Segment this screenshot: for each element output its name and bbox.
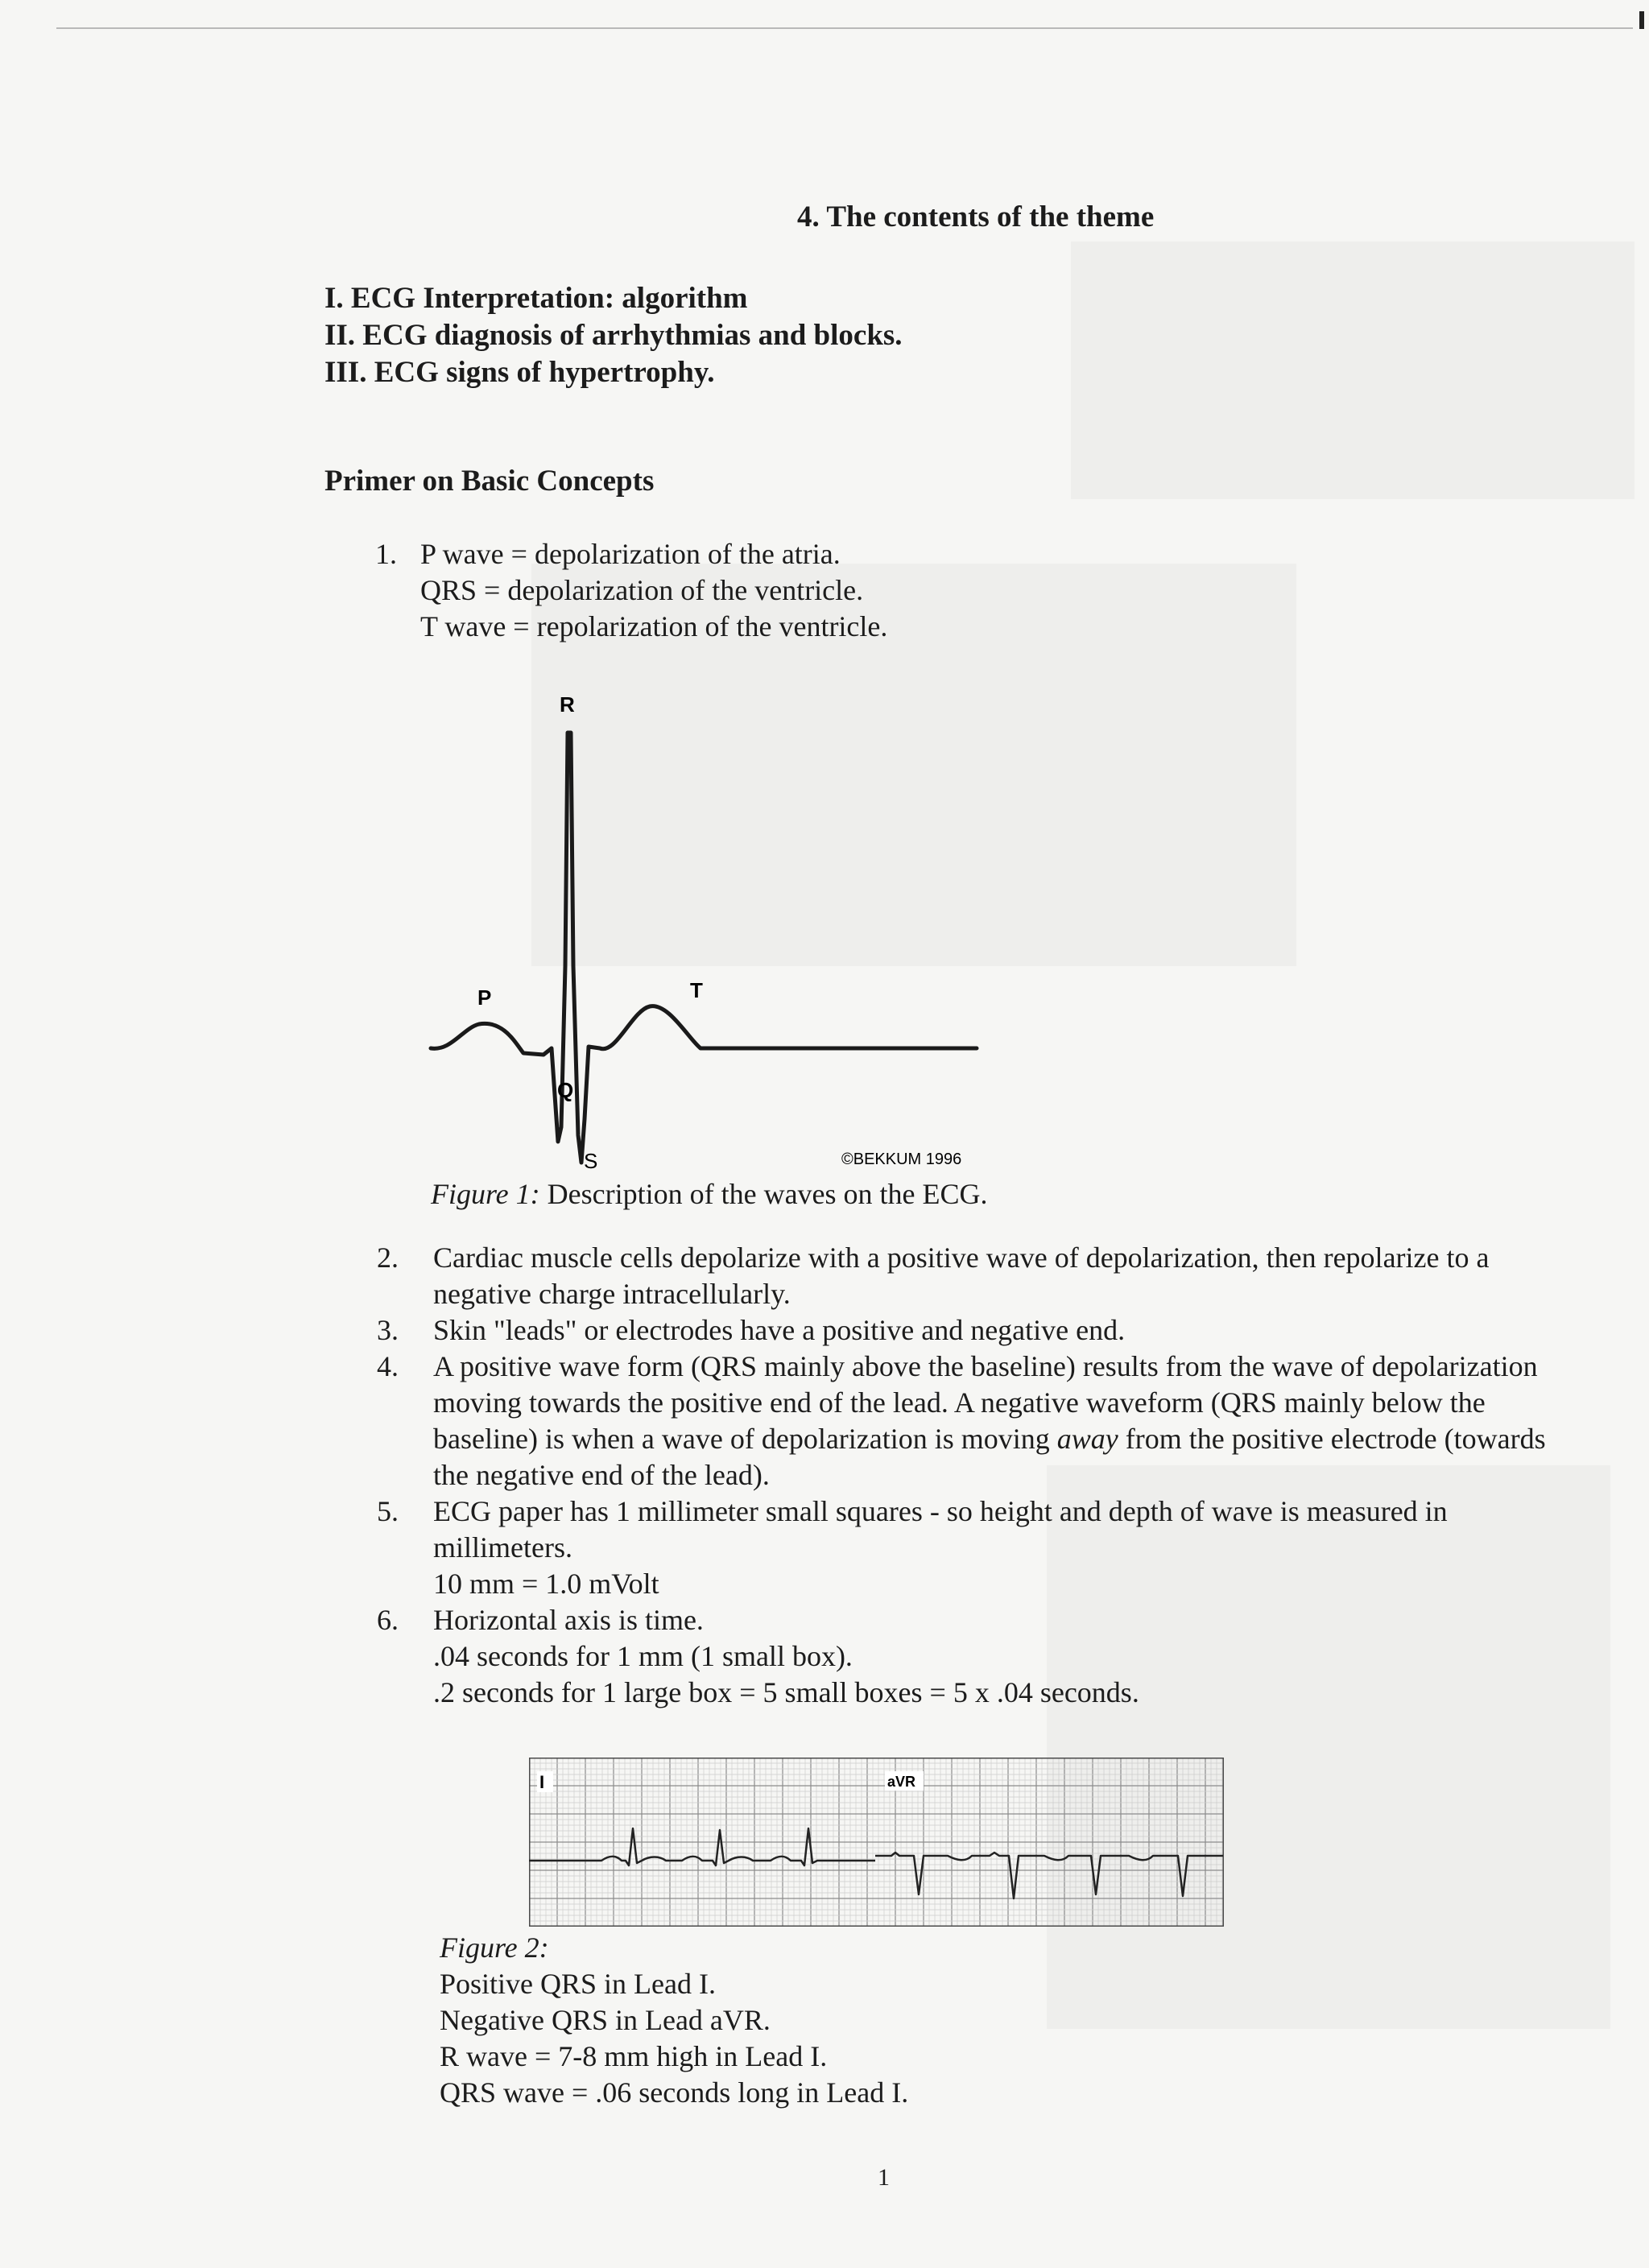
figure1-caption-label: Figure 1: — [431, 1178, 540, 1210]
page-number: 1 — [878, 2164, 890, 2191]
figure2-caption-title: Figure 2: — [440, 1931, 549, 1964]
list-item — [377, 1349, 1568, 1493]
list-item — [377, 1493, 1568, 1602]
item-text: Skin "leads" or electrodes have a positive and negative end. — [433, 1314, 1126, 1346]
item-number: 3. — [377, 1314, 399, 1346]
label-t: T — [690, 978, 703, 1002]
concept-list — [377, 1240, 1568, 1711]
theme-outline — [324, 280, 903, 391]
item-text: ECG paper has 1 millimeter small squares - so height and depth of wave is measured in millimeters. — [433, 1495, 1448, 1564]
item-text: A positive wave form (QRS mainly above the baseline) results from the wave of depolarization moving towards the positive end of the lead. A negative waveform (QRS mainly below the baseline) is when a wave of depolarization is moving — [433, 1350, 1538, 1455]
item-text: Cardiac muscle cells depolarize with a positive wave of depolarization, then repolarize to a negative charge intracellularly. — [433, 1241, 1490, 1310]
item-subline: 10 mm = 1.0 mVolt — [433, 1568, 659, 1600]
item-text: from the positive electrode (towards the negative end of the lead). — [433, 1423, 1546, 1491]
lead-label-i: I — [539, 1772, 545, 1792]
item-line: T wave = repolarization of the ventricle. — [420, 610, 888, 642]
caption-line: QRS wave = .06 seconds long in Lead I. — [440, 2076, 909, 2109]
ecg-strip-figure — [529, 1758, 1224, 1927]
list-item-1 — [375, 536, 887, 645]
item-number: 6. — [377, 1604, 399, 1636]
item-subline: .04 seconds for 1 mm (1 small box). — [433, 1640, 853, 1672]
label-s: S — [584, 1149, 598, 1173]
item-number: 4. — [377, 1350, 399, 1382]
ecg-trace — [431, 733, 977, 1163]
bleed-through-shadow — [1071, 242, 1635, 499]
item-line: QRS = depolarization of the ventricle. — [420, 574, 864, 606]
outline-item: II. ECG diagnosis of arrhythmias and blocks. — [324, 319, 903, 352]
item-line: P wave = depolarization of the atria. — [420, 538, 841, 570]
list-item — [377, 1240, 1568, 1312]
list-item — [377, 1602, 1568, 1711]
copyright-notice: ©BEKKUM 1996 — [841, 1151, 962, 1168]
lead-i-trace — [529, 1828, 875, 1865]
label-p: P — [477, 985, 492, 1010]
outline-item: I. ECG Interpretation: algorithm — [324, 282, 748, 315]
figure2-caption — [440, 1930, 908, 2111]
theme-heading: 4. The contents of the theme — [797, 200, 1155, 233]
item-number: 5. — [377, 1495, 399, 1527]
item-number: 2. — [377, 1241, 399, 1274]
outline-item: III. ECG signs of hypertrophy. — [324, 356, 715, 389]
label-q: Q — [557, 1078, 574, 1102]
ecg-waveform-figure — [423, 676, 986, 1175]
item-text: Horizontal axis is time. — [433, 1604, 704, 1636]
figure1-caption-text: Description of the waves on the ECG. — [539, 1178, 988, 1210]
item-emphasis: away — [1056, 1423, 1118, 1455]
caption-line: R wave = 7-8 mm high in Lead I. — [440, 2040, 828, 2072]
list-item — [377, 1312, 1568, 1349]
figure1-caption — [431, 1177, 988, 1211]
label-r: R — [560, 692, 575, 717]
caption-line: Negative QRS in Lead aVR. — [440, 2004, 771, 2036]
item-subline: .2 seconds for 1 large box = 5 small boxes = 5 x .04 seconds. — [433, 1676, 1139, 1708]
page-top-border — [56, 27, 1633, 29]
scan-corner-mark — [1639, 11, 1644, 29]
caption-line: Positive QRS in Lead I. — [440, 1968, 716, 2000]
section-heading: Primer on Basic Concepts — [324, 465, 655, 498]
ecg-grid — [529, 1758, 1224, 1927]
lead-avr-trace — [875, 1853, 1223, 1898]
item-number: 1. — [375, 538, 397, 570]
lead-label-avr: aVR — [887, 1774, 916, 1790]
